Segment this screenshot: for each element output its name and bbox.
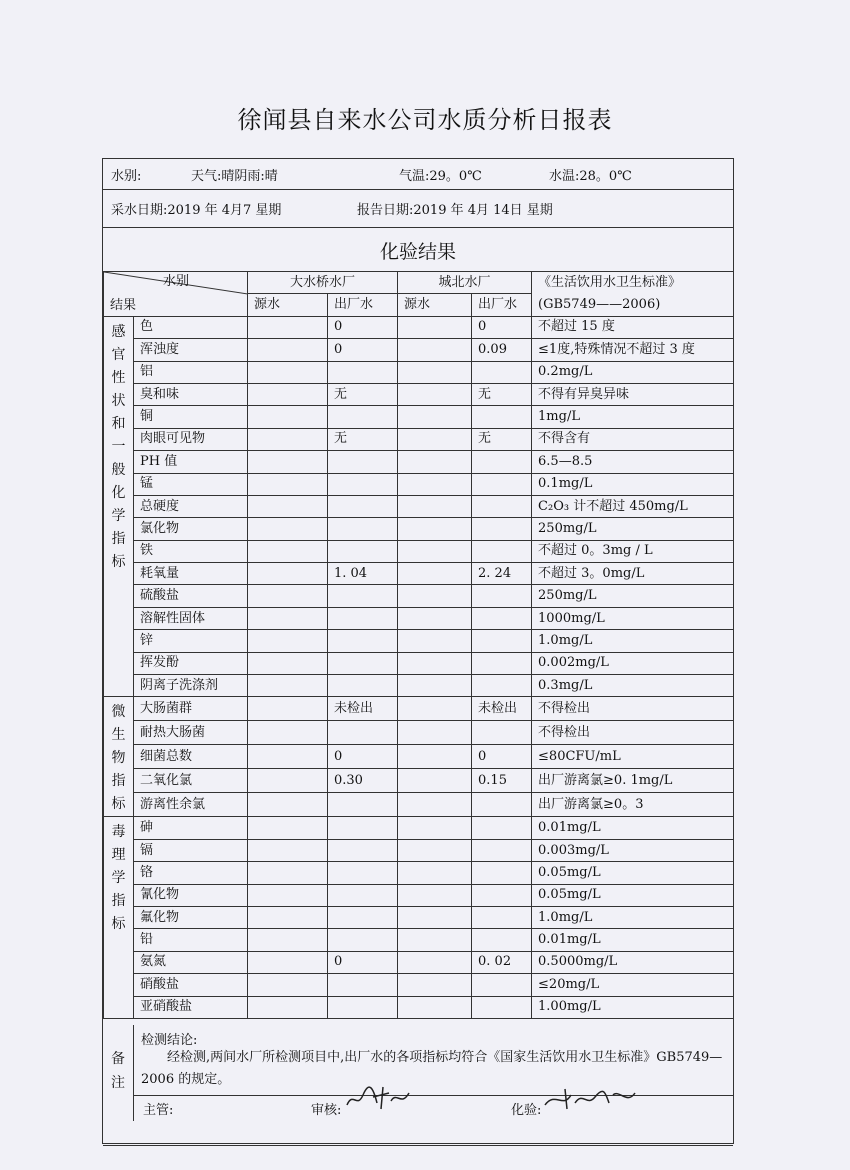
plant1-raw-value bbox=[248, 361, 328, 383]
plant1-raw-value bbox=[248, 316, 328, 338]
tester-label: 化验: bbox=[511, 1103, 542, 1118]
plant2-raw-value bbox=[398, 518, 472, 540]
plant2-raw-value bbox=[398, 769, 472, 793]
tester-signature bbox=[543, 1085, 643, 1113]
item-name: 肉眼可见物 bbox=[134, 428, 248, 450]
plant1-raw-value bbox=[248, 839, 328, 861]
plant2-out-value bbox=[472, 361, 532, 383]
plant2-raw-value bbox=[398, 974, 472, 996]
plant2-out-value: 未检出 bbox=[472, 697, 532, 721]
standard-header-line2: (GB5749——2006) bbox=[532, 294, 734, 316]
plant2-out-value: 0. 02 bbox=[472, 951, 532, 973]
plant2-raw-value bbox=[398, 339, 472, 361]
item-name: 氟化物 bbox=[134, 906, 248, 928]
plant2-raw-value bbox=[398, 383, 472, 405]
table-row bbox=[104, 974, 734, 996]
water-type-label: 水别: bbox=[111, 169, 142, 184]
item-name: 铅 bbox=[134, 929, 248, 951]
item-name: 氰化物 bbox=[134, 884, 248, 906]
plant1-out-value bbox=[328, 473, 398, 495]
plant2-raw-value bbox=[398, 607, 472, 629]
plant2-out-value bbox=[472, 585, 532, 607]
standard-header-line1: 《生活饮用水卫生标准》 bbox=[532, 272, 734, 294]
plant2-raw-value bbox=[398, 675, 472, 697]
plant1-out-value bbox=[328, 721, 398, 745]
plant2-out-value bbox=[472, 607, 532, 629]
plant2-out-value: 0 bbox=[472, 745, 532, 769]
table-row bbox=[104, 585, 734, 607]
table-row bbox=[104, 721, 734, 745]
standard-value: 1mg/L bbox=[532, 406, 734, 428]
section-title: 化验结果 bbox=[379, 241, 456, 263]
standard-value: 0.2mg/L bbox=[532, 361, 734, 383]
standard-value: 出厂游离氯≥0. 1mg/L bbox=[532, 769, 734, 793]
plant2-raw-value bbox=[398, 697, 472, 721]
reviewer-label: 审核: bbox=[311, 1103, 342, 1118]
table-row bbox=[104, 769, 734, 793]
item-name: 挥发酚 bbox=[134, 652, 248, 674]
conclusion-label: 检测结论: bbox=[141, 1033, 198, 1048]
plant2-raw-value bbox=[398, 540, 472, 562]
standard-value: 0.01mg/L bbox=[532, 817, 734, 839]
standard-value: 6.5—8.5 bbox=[532, 451, 734, 473]
standard-value: 0.01mg/L bbox=[532, 929, 734, 951]
plant1-out-value bbox=[328, 585, 398, 607]
item-name: 色 bbox=[134, 316, 248, 338]
plant1-raw-value bbox=[248, 974, 328, 996]
plant1-raw-value bbox=[248, 406, 328, 428]
standard-value: 不得检出 bbox=[532, 697, 734, 721]
plant1-out-value bbox=[328, 361, 398, 383]
item-name: 溶解性固体 bbox=[134, 607, 248, 629]
divider bbox=[103, 189, 733, 190]
table-row bbox=[104, 951, 734, 973]
plant2-out-value bbox=[472, 929, 532, 951]
plant2-out-header: 出厂水 bbox=[472, 294, 532, 316]
standard-value: 0.1mg/L bbox=[532, 473, 734, 495]
corner-bottom-label: 结果 bbox=[110, 297, 137, 313]
item-name: 亚硝酸盐 bbox=[134, 996, 248, 1018]
plant1-out-value bbox=[328, 540, 398, 562]
plant2-out-value bbox=[472, 652, 532, 674]
plant1-raw-value bbox=[248, 495, 328, 517]
report-form bbox=[102, 158, 734, 1144]
standard-value: C₂O₃ 计不超过 450mg/L bbox=[532, 495, 734, 517]
supervisor-label: 主管: bbox=[143, 1103, 174, 1118]
plant2-raw-value bbox=[398, 652, 472, 674]
item-name: 大肠菌群 bbox=[134, 697, 248, 721]
plant1-out-value bbox=[328, 675, 398, 697]
plant2-raw-value bbox=[398, 473, 472, 495]
plant2-out-value: 0.15 bbox=[472, 769, 532, 793]
plant1-out-value: 0.30 bbox=[328, 769, 398, 793]
table-row bbox=[104, 473, 734, 495]
plant2-out-value bbox=[472, 862, 532, 884]
plant2-raw-value bbox=[398, 839, 472, 861]
plant2-raw-value bbox=[398, 428, 472, 450]
plant2-raw-value bbox=[398, 721, 472, 745]
item-name: 铬 bbox=[134, 862, 248, 884]
table-row bbox=[104, 745, 734, 769]
item-name: 总硬度 bbox=[134, 495, 248, 517]
plant1-out-header: 出厂水 bbox=[328, 294, 398, 316]
standard-value: 250mg/L bbox=[532, 518, 734, 540]
plant1-out-value: 0 bbox=[328, 745, 398, 769]
plant1-raw-value bbox=[248, 451, 328, 473]
table-row bbox=[104, 630, 734, 652]
remarks-section bbox=[103, 1025, 733, 1121]
item-name: 浑浊度 bbox=[134, 339, 248, 361]
corner-top-label: 水别 bbox=[162, 274, 189, 289]
plant1-out-value bbox=[328, 495, 398, 517]
plant2-header: 城北水厂 bbox=[398, 272, 532, 294]
plant2-raw-value bbox=[398, 793, 472, 817]
item-name: 砷 bbox=[134, 817, 248, 839]
standard-value: 1.00mg/L bbox=[532, 996, 734, 1018]
plant1-out-value bbox=[328, 929, 398, 951]
plant2-raw-value bbox=[398, 884, 472, 906]
plant2-raw-header: 源水 bbox=[398, 294, 472, 316]
plant1-out-value bbox=[328, 652, 398, 674]
plant2-out-value bbox=[472, 817, 532, 839]
plant1-out-value bbox=[328, 793, 398, 817]
table-row bbox=[104, 675, 734, 697]
plant1-raw-value bbox=[248, 817, 328, 839]
table-row bbox=[104, 817, 734, 839]
plant2-raw-value bbox=[398, 630, 472, 652]
plant2-out-value bbox=[472, 906, 532, 928]
header-row-1 bbox=[104, 272, 734, 294]
plant2-out-value bbox=[472, 721, 532, 745]
plant1-out-value bbox=[328, 607, 398, 629]
report-date-text: 报告日期:2019 年 4月 14日 星期 bbox=[357, 203, 553, 218]
plant2-raw-value bbox=[398, 906, 472, 928]
plant2-out-value: 无 bbox=[472, 383, 532, 405]
plant1-raw-value bbox=[248, 607, 328, 629]
remarks-label: 备注 bbox=[103, 1025, 134, 1121]
sample-date-text: 采水日期:2019 年 4月7 星期 bbox=[111, 203, 282, 218]
item-name: 耐热大肠菌 bbox=[134, 721, 248, 745]
table-row bbox=[104, 697, 734, 721]
standard-value: 0.002mg/L bbox=[532, 652, 734, 674]
plant2-out-value bbox=[472, 518, 532, 540]
plant1-out-value bbox=[328, 451, 398, 473]
standard-value: ≤80CFU/mL bbox=[532, 745, 734, 769]
plant1-raw-header: 源水 bbox=[248, 294, 328, 316]
table-row bbox=[104, 540, 734, 562]
standard-value: 不超过 15 度 bbox=[532, 316, 734, 338]
plant1-raw-value bbox=[248, 585, 328, 607]
corner-header bbox=[104, 272, 248, 317]
plant1-out-value bbox=[328, 839, 398, 861]
plant1-raw-value bbox=[248, 428, 328, 450]
air-temp-text: 气温:29。0℃ bbox=[399, 169, 482, 184]
plant1-raw-value bbox=[248, 906, 328, 928]
plant1-raw-value bbox=[248, 745, 328, 769]
plant1-raw-value bbox=[248, 697, 328, 721]
table-row bbox=[104, 495, 734, 517]
table-row bbox=[104, 563, 734, 585]
item-name: 硝酸盐 bbox=[134, 974, 248, 996]
plant2-raw-value bbox=[398, 451, 472, 473]
standard-value: 0.05mg/L bbox=[532, 884, 734, 906]
plant1-raw-value bbox=[248, 721, 328, 745]
item-name: 锰 bbox=[134, 473, 248, 495]
table-row bbox=[104, 339, 734, 361]
item-name: 铝 bbox=[134, 361, 248, 383]
table-row bbox=[104, 862, 734, 884]
plant1-raw-value bbox=[248, 675, 328, 697]
plant1-out-value bbox=[328, 906, 398, 928]
standard-value: 250mg/L bbox=[532, 585, 734, 607]
plant1-raw-value bbox=[248, 563, 328, 585]
category-label: 微生物指标 bbox=[104, 697, 134, 817]
plant2-raw-value bbox=[398, 951, 472, 973]
standard-value: 不得有异臭异味 bbox=[532, 383, 734, 405]
plant2-raw-value bbox=[398, 361, 472, 383]
results-table bbox=[103, 271, 734, 1019]
plant1-raw-value bbox=[248, 540, 328, 562]
plant2-raw-value bbox=[398, 996, 472, 1018]
plant2-out-value bbox=[472, 996, 532, 1018]
water-temp-text: 水温:28。0℃ bbox=[549, 169, 632, 184]
plant1-out-value bbox=[328, 630, 398, 652]
table-row bbox=[104, 839, 734, 861]
plant2-raw-value bbox=[398, 862, 472, 884]
plant2-raw-value bbox=[398, 406, 472, 428]
plant2-out-value bbox=[472, 495, 532, 517]
plant2-raw-value bbox=[398, 929, 472, 951]
standard-value: ≤1度,特殊情况不超过 3 度 bbox=[532, 339, 734, 361]
item-name: 细菌总数 bbox=[134, 745, 248, 769]
item-name: 二氧化氯 bbox=[134, 769, 248, 793]
item-name: 游离性余氯 bbox=[134, 793, 248, 817]
plant1-out-value: 0 bbox=[328, 951, 398, 973]
report-title: 徐闻县自来水公司水质分析日报表 bbox=[237, 106, 613, 134]
plant1-raw-value bbox=[248, 518, 328, 540]
item-name: 铜 bbox=[134, 406, 248, 428]
item-name: 耗氧量 bbox=[134, 563, 248, 585]
plant2-out-value: 0 bbox=[472, 316, 532, 338]
plant1-out-value: 1. 04 bbox=[328, 563, 398, 585]
plant1-raw-value bbox=[248, 630, 328, 652]
item-name: 铁 bbox=[134, 540, 248, 562]
divider bbox=[103, 227, 733, 228]
item-name: 硫酸盐 bbox=[134, 585, 248, 607]
standard-value: 0.003mg/L bbox=[532, 839, 734, 861]
standard-value: ≤20mg/L bbox=[532, 974, 734, 996]
standard-value: 1.0mg/L bbox=[532, 630, 734, 652]
plant1-out-value: 无 bbox=[328, 428, 398, 450]
plant1-out-value bbox=[328, 884, 398, 906]
plant1-out-value bbox=[328, 817, 398, 839]
table-row bbox=[104, 793, 734, 817]
table-row bbox=[104, 518, 734, 540]
plant1-raw-value bbox=[248, 339, 328, 361]
plant2-out-value: 0.09 bbox=[472, 339, 532, 361]
conclusion-text: 经检测,两间水厂所检测项目中,出厂水的各项指标均符合《国家生活饮用水卫生标准》GB5749—2006 的规定。 bbox=[141, 1050, 723, 1087]
plant1-raw-value bbox=[248, 951, 328, 973]
table-row bbox=[104, 428, 734, 450]
category-label: 感官性状和一般化学指标 bbox=[104, 316, 134, 697]
item-name: PH 值 bbox=[134, 451, 248, 473]
standard-value: 0.05mg/L bbox=[532, 862, 734, 884]
plant2-out-value bbox=[472, 540, 532, 562]
plant2-out-value: 2. 24 bbox=[472, 563, 532, 585]
plant2-out-value bbox=[472, 884, 532, 906]
plant1-out-value: 0 bbox=[328, 339, 398, 361]
plant1-raw-value bbox=[248, 884, 328, 906]
standard-value: 不超过 3。0mg/L bbox=[532, 563, 734, 585]
plant2-out-value bbox=[472, 630, 532, 652]
plant1-raw-value bbox=[248, 383, 328, 405]
plant2-out-value bbox=[472, 974, 532, 996]
standard-value: 不超过 0。3mg / L bbox=[532, 540, 734, 562]
plant2-raw-value bbox=[398, 495, 472, 517]
table-row bbox=[104, 316, 734, 338]
table-row bbox=[104, 652, 734, 674]
standard-value: 1.0mg/L bbox=[532, 906, 734, 928]
table-row bbox=[104, 906, 734, 928]
weather-text: 天气:晴阴雨:晴 bbox=[191, 169, 278, 184]
standard-value: 1000mg/L bbox=[532, 607, 734, 629]
category-label: 毒理学指标 bbox=[104, 817, 134, 1019]
plant1-out-value: 0 bbox=[328, 316, 398, 338]
reviewer-signature bbox=[343, 1083, 413, 1113]
plant1-raw-value bbox=[248, 769, 328, 793]
item-name: 臭和味 bbox=[134, 383, 248, 405]
plant2-raw-value bbox=[398, 585, 472, 607]
plant1-out-value: 无 bbox=[328, 383, 398, 405]
plant1-raw-value bbox=[248, 793, 328, 817]
plant1-raw-value bbox=[248, 996, 328, 1018]
plant1-raw-value bbox=[248, 473, 328, 495]
plant1-raw-value bbox=[248, 929, 328, 951]
table-row bbox=[104, 884, 734, 906]
plant2-raw-value bbox=[398, 817, 472, 839]
plant1-out-value bbox=[328, 996, 398, 1018]
standard-value: 不得含有 bbox=[532, 428, 734, 450]
item-name: 氯化物 bbox=[134, 518, 248, 540]
table-row bbox=[104, 361, 734, 383]
divider bbox=[103, 1145, 733, 1146]
plant2-out-value bbox=[472, 473, 532, 495]
table-row bbox=[104, 383, 734, 405]
table-row bbox=[104, 451, 734, 473]
plant2-out-value bbox=[472, 675, 532, 697]
table-row bbox=[104, 607, 734, 629]
plant1-out-value bbox=[328, 974, 398, 996]
plant2-out-value: 无 bbox=[472, 428, 532, 450]
table-row bbox=[104, 929, 734, 951]
divider bbox=[133, 1095, 733, 1096]
table-row bbox=[104, 406, 734, 428]
plant2-out-value bbox=[472, 406, 532, 428]
table-row bbox=[104, 996, 734, 1018]
plant2-out-value bbox=[472, 451, 532, 473]
plant1-out-value: 未检出 bbox=[328, 697, 398, 721]
item-name: 氨氮 bbox=[134, 951, 248, 973]
plant1-out-value bbox=[328, 862, 398, 884]
plant1-raw-value bbox=[248, 652, 328, 674]
item-name: 阴离子洗涤剂 bbox=[134, 675, 248, 697]
conclusion-block bbox=[141, 1029, 729, 1091]
plant2-raw-value bbox=[398, 563, 472, 585]
plant1-header: 大水桥水厂 bbox=[248, 272, 398, 294]
item-name: 锌 bbox=[134, 630, 248, 652]
plant2-raw-value bbox=[398, 745, 472, 769]
item-name: 镉 bbox=[134, 839, 248, 861]
plant2-out-value bbox=[472, 839, 532, 861]
plant1-raw-value bbox=[248, 862, 328, 884]
plant2-raw-value bbox=[398, 316, 472, 338]
standard-value: 不得检出 bbox=[532, 721, 734, 745]
plant1-out-value bbox=[328, 406, 398, 428]
standard-value: 出厂游离氯≥0。3 bbox=[532, 793, 734, 817]
standard-value: 0.3mg/L bbox=[532, 675, 734, 697]
standard-value: 0.5000mg/L bbox=[532, 951, 734, 973]
plant1-out-value bbox=[328, 518, 398, 540]
plant2-out-value bbox=[472, 793, 532, 817]
